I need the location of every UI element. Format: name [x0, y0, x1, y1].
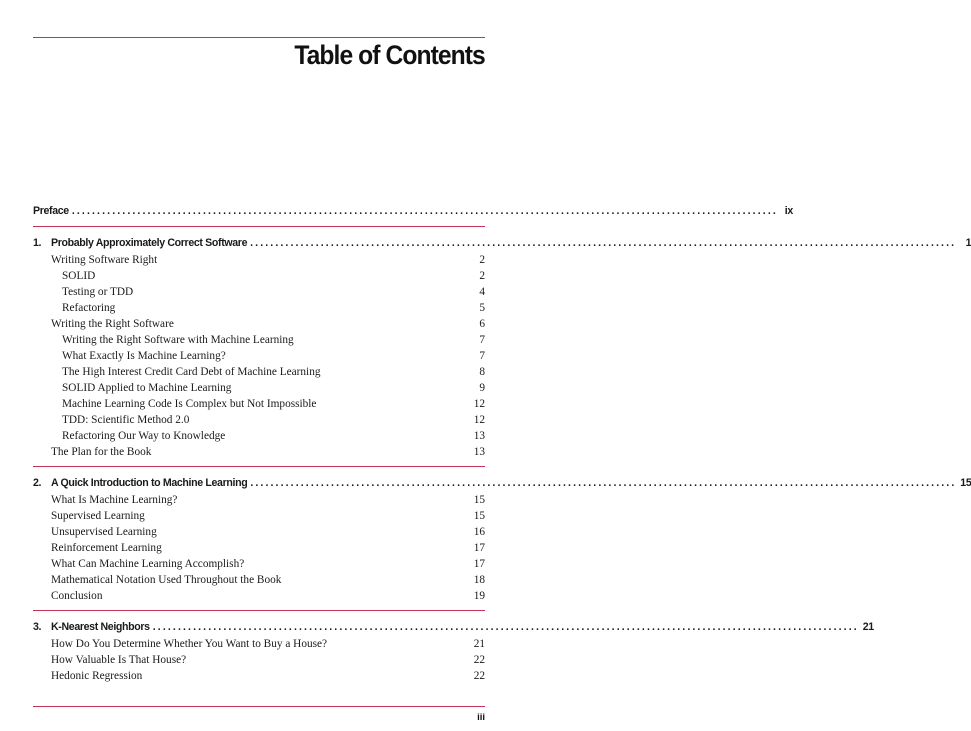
section-page: 15	[473, 494, 485, 506]
top-rule	[33, 37, 485, 38]
section-title: Machine Learning Code Is Complex but Not Impossible	[62, 398, 317, 410]
section-title: The Plan for the Book	[51, 446, 152, 458]
section-page: 17	[473, 542, 485, 554]
toc-entry-chapter[interactable]	[33, 619, 874, 636]
section-title: Testing or TDD	[62, 286, 134, 298]
section-title: How Valuable Is That House?	[51, 654, 187, 666]
section-title: Mathematical Notation Used Throughout the Book	[51, 574, 282, 586]
section-title: Conclusion	[51, 590, 103, 602]
section-title: Hedonic Regression	[51, 670, 143, 682]
section-page: 8	[479, 366, 485, 378]
section-page: 12	[473, 414, 485, 426]
section-title: TDD: Scientific Method 2.0	[62, 414, 190, 426]
dot-leader: ............................................................................................................................................	[250, 477, 957, 489]
bottom-rule	[33, 706, 485, 707]
toc-entry-chapter[interactable]	[33, 475, 971, 492]
section-title: Refactoring	[62, 302, 116, 314]
section-page: 7	[479, 334, 485, 346]
chapter-number: 2.	[33, 477, 42, 489]
toc-entry-section[interactable]	[33, 348, 485, 364]
chapter-title: Probably Approximately Correct Software	[51, 237, 248, 249]
toc-entry-section[interactable]	[33, 588, 485, 604]
section-title: What Exactly Is Machine Learning?	[62, 350, 226, 362]
toc-entry-section[interactable]	[33, 508, 485, 524]
chapter-separator	[33, 226, 485, 227]
page-title: Table of Contents	[294, 40, 485, 70]
section-page: 19	[473, 590, 485, 602]
toc-entry-section[interactable]	[33, 316, 485, 332]
section-page: 22	[473, 670, 485, 682]
section-page: 2	[479, 254, 485, 266]
toc-entry-section[interactable]	[33, 636, 485, 652]
section-title: Writing Software Right	[51, 254, 158, 266]
dot-leader: ............................................................................................................................................	[250, 237, 957, 249]
section-page: 9	[479, 382, 485, 394]
toc-entry-section[interactable]	[33, 540, 485, 556]
toc-entry-section[interactable]	[33, 572, 485, 588]
section-title: Reinforcement Learning	[51, 542, 162, 554]
section-title: The High Interest Credit Card Debt of Machine Learning	[62, 366, 321, 378]
toc-entry-chapter[interactable]	[33, 235, 971, 252]
preface-title: Preface	[33, 205, 69, 217]
section-title: What Is Machine Learning?	[51, 494, 178, 506]
section-page: 21	[473, 638, 485, 650]
toc-entry-section[interactable]	[33, 444, 485, 460]
section-page: 2	[479, 270, 485, 282]
section-page: 12	[473, 398, 485, 410]
section-title: Writing the Right Software with Machine Learning	[62, 334, 294, 346]
section-title: Writing the Right Software	[51, 318, 174, 330]
toc-entry-section[interactable]	[33, 428, 485, 444]
section-page: 4	[479, 286, 485, 298]
section-title: Unsupervised Learning	[51, 526, 157, 538]
toc-entry-section[interactable]	[33, 652, 485, 668]
toc-entry-section[interactable]	[33, 300, 485, 316]
chapter-page: 15	[960, 477, 971, 489]
toc-entry-section[interactable]	[33, 524, 485, 540]
section-page: 17	[473, 558, 485, 570]
chapter-title: K-Nearest Neighbors	[51, 621, 150, 633]
chapter-number: 3.	[33, 621, 42, 633]
section-page: 15	[473, 510, 485, 522]
chapter-title: A Quick Introduction to Machine Learning	[51, 477, 248, 489]
section-page: 7	[479, 350, 485, 362]
toc-entry-section[interactable]	[33, 396, 485, 412]
section-page: 6	[479, 318, 485, 330]
toc-entry-section[interactable]	[33, 556, 485, 572]
chapter-separator	[33, 610, 485, 611]
chapter-list	[33, 226, 971, 684]
section-title: How Do You Determine Whether You Want to Buy a House?	[51, 638, 328, 650]
section-title: SOLID Applied to Machine Learning	[62, 382, 232, 394]
section-page: 5	[479, 302, 485, 314]
preface-page: ix	[784, 205, 793, 217]
toc-entry-section[interactable]	[33, 332, 485, 348]
toc-entry-section[interactable]	[33, 252, 485, 268]
section-page: 13	[473, 430, 485, 442]
section-title: What Can Machine Learning Accomplish?	[51, 558, 245, 570]
section-page: 18	[473, 574, 485, 586]
chapter-number: 1.	[33, 237, 42, 249]
section-title: SOLID	[62, 270, 96, 282]
toc-entry-section[interactable]	[33, 284, 485, 300]
chapter-page: 21	[862, 621, 874, 633]
section-page: 16	[473, 526, 485, 538]
chapter-page: 1	[965, 237, 971, 249]
page-folio: iii	[477, 712, 485, 723]
toc-entry-section[interactable]	[33, 380, 485, 396]
toc-list	[33, 203, 971, 684]
dot-leader: ............................................................................................................................................	[152, 621, 859, 633]
toc-entry-section[interactable]	[33, 668, 485, 684]
toc-entry-section[interactable]	[33, 364, 485, 380]
chapter-separator	[33, 466, 485, 467]
section-page: 13	[473, 446, 485, 458]
section-page: 22	[473, 654, 485, 666]
section-title: Supervised Learning	[51, 510, 145, 522]
section-title: Refactoring Our Way to Knowledge	[62, 430, 226, 442]
toc-entry-section[interactable]	[33, 492, 485, 508]
toc-entry-section[interactable]	[33, 268, 485, 284]
toc-entry-preface[interactable]	[33, 203, 793, 220]
toc-entry-section[interactable]	[33, 412, 485, 428]
dot-leader: ............................................................................................................................................	[71, 205, 778, 217]
